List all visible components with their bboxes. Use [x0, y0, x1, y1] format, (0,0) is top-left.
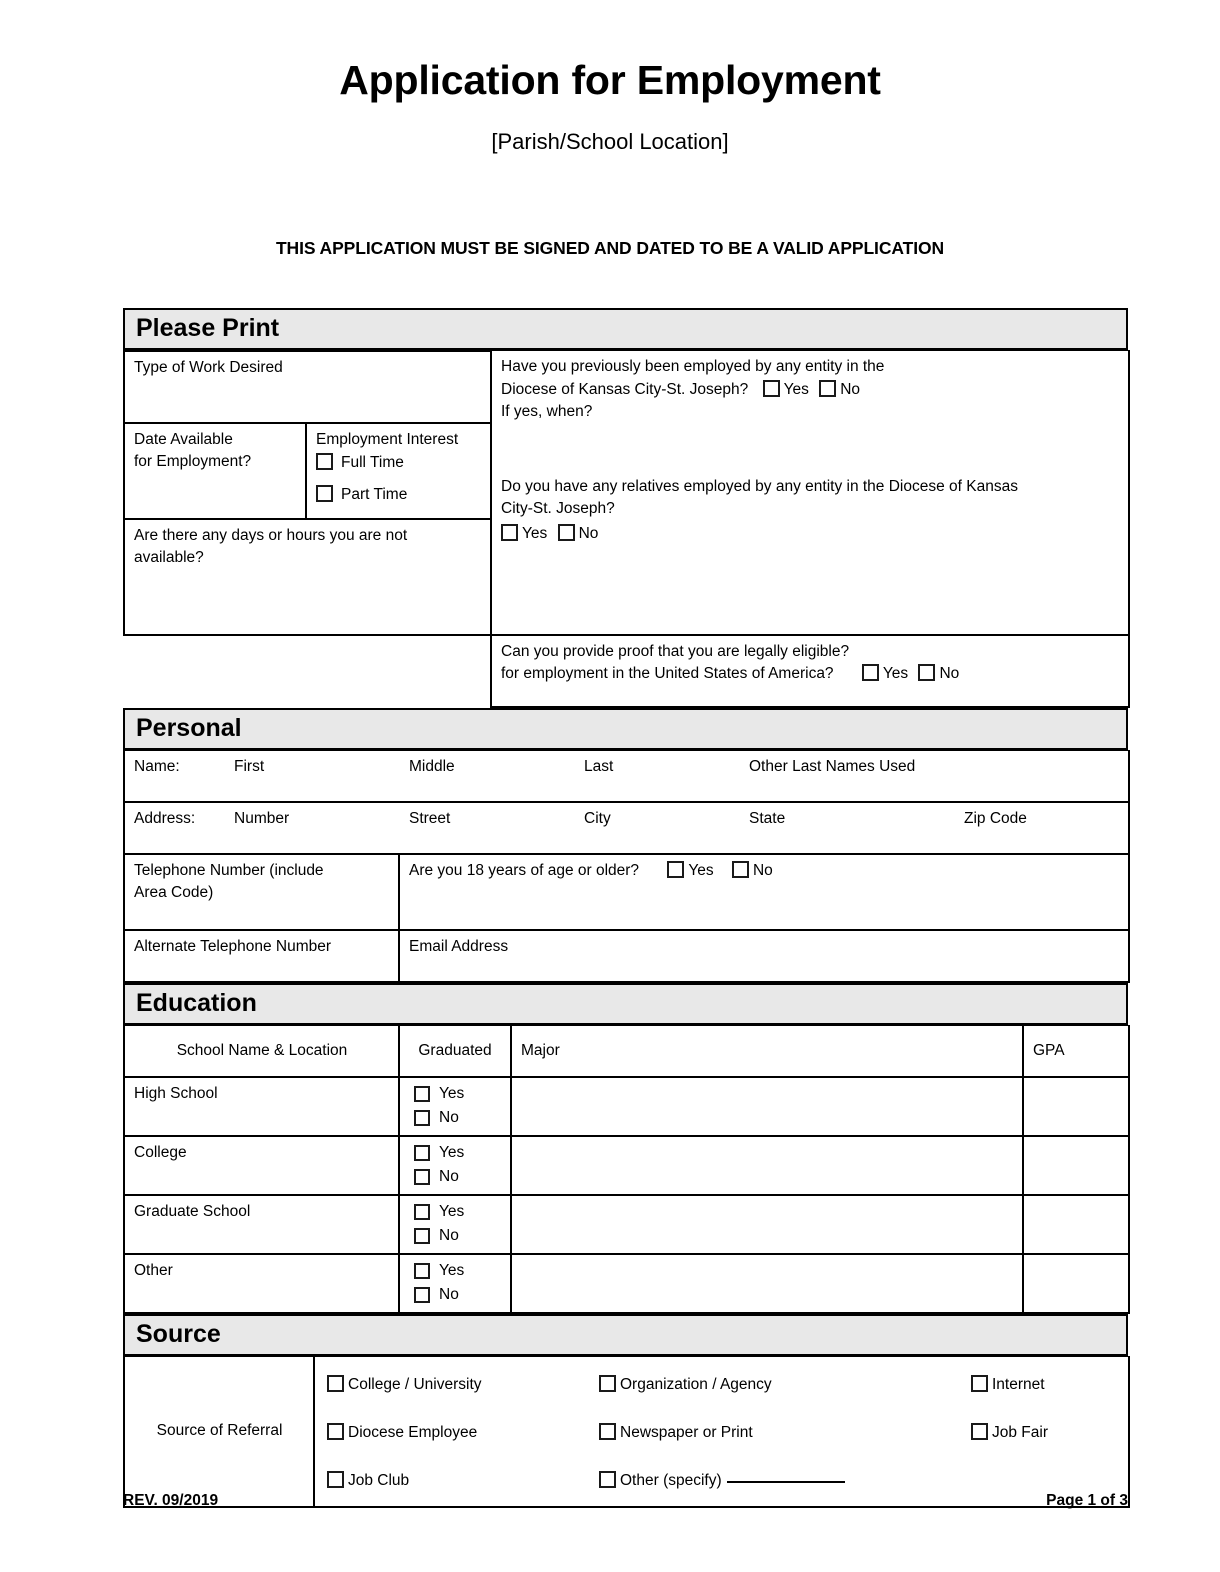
- relatives-line2: City-St. Joseph?: [501, 500, 615, 518]
- age-no-label: No: [752, 862, 773, 879]
- telephone-label-1: Telephone Number (include: [134, 862, 324, 879]
- source-option-row: [327, 1361, 1128, 1409]
- table-row: [124, 750, 1129, 802]
- table-row: [124, 635, 1129, 707]
- newspaper-print-label: Newspaper or Print: [620, 1423, 753, 1441]
- employment-interest-label: Employment Interest: [316, 430, 459, 448]
- prev-employed-when-label: If yes, when?: [501, 403, 593, 421]
- days-hours-label-1: Are there any days or hours you are not: [134, 526, 408, 544]
- education-gpa-graduate-school[interactable]: [1023, 1195, 1129, 1254]
- prev-employed-no-checkbox[interactable]: [819, 380, 836, 397]
- education-major-high-school[interactable]: [511, 1077, 1023, 1136]
- diocese-employee-checkbox[interactable]: [327, 1423, 344, 1440]
- telephone-cell[interactable]: [124, 854, 399, 930]
- section-header-education: Education: [123, 983, 1128, 1025]
- address-label: Address:: [134, 810, 196, 827]
- education-gpa-college[interactable]: [1023, 1136, 1129, 1195]
- name-label: Name:: [134, 757, 180, 775]
- eligible-line2: for employment in the United States of America?: [501, 665, 834, 683]
- email-label: Email Address: [409, 938, 509, 955]
- revision-label: REV. 09/2019: [123, 1492, 219, 1509]
- organization-agency-checkbox[interactable]: [599, 1375, 616, 1392]
- section-header-source: Source: [123, 1314, 1128, 1356]
- diocese-employee-label: Diocese Employee: [348, 1423, 478, 1441]
- source-of-referral-label: Source of Referral: [124, 1357, 314, 1507]
- alt-telephone-label: Alternate Telephone Number: [134, 938, 332, 955]
- grad-no-label: No: [439, 1168, 459, 1185]
- education-graduated-college[interactable]: [399, 1136, 511, 1195]
- education-table: [123, 1025, 1130, 1315]
- name-last-label: Last: [584, 757, 614, 775]
- education-graduated-graduate-school[interactable]: [399, 1195, 511, 1254]
- job-club-checkbox[interactable]: [327, 1471, 344, 1488]
- part-time-checkbox[interactable]: [316, 485, 333, 502]
- please-print-table: [123, 350, 1130, 708]
- relatives-line1: Do you have any relatives employed by any entity in the Diocese of Kansas: [501, 477, 1018, 495]
- eligible-no-checkbox[interactable]: [918, 664, 935, 681]
- previous-employment-cell[interactable]: [491, 351, 1129, 635]
- unavailable-days-cell[interactable]: [124, 519, 491, 635]
- college-university-label: College / University: [348, 1375, 482, 1393]
- grad-yes-checkbox-high-school[interactable]: [414, 1086, 430, 1102]
- relatives-yes-checkbox[interactable]: [501, 524, 518, 541]
- page-subtitle: [Parish/School Location]: [491, 129, 729, 155]
- education-row-label-other: Other: [124, 1254, 399, 1313]
- education-major-other[interactable]: [511, 1254, 1023, 1313]
- table-row: [124, 1195, 1129, 1254]
- education-graduated-high-school[interactable]: [399, 1077, 511, 1136]
- other-source-checkbox[interactable]: [599, 1471, 616, 1488]
- table-row: [124, 1136, 1129, 1195]
- education-graduated-other[interactable]: [399, 1254, 511, 1313]
- table-header-row: [124, 1025, 1129, 1077]
- table-row: [124, 854, 1129, 930]
- organization-agency-label: Organization / Agency: [620, 1375, 772, 1393]
- relatives-yes-label: Yes: [522, 524, 548, 542]
- eligible-yes-label: Yes: [882, 665, 909, 683]
- internet-checkbox[interactable]: [971, 1375, 988, 1392]
- email-cell[interactable]: [399, 930, 1129, 982]
- age-yes-label: Yes: [688, 862, 714, 879]
- source-options-cell[interactable]: [314, 1357, 1129, 1507]
- work-eligibility-cell[interactable]: [491, 635, 1129, 707]
- prev-employed-yes-checkbox[interactable]: [763, 380, 780, 397]
- grad-no-checkbox-college[interactable]: [414, 1169, 430, 1185]
- education-major-graduate-school[interactable]: [511, 1195, 1023, 1254]
- education-gpa-other[interactable]: [1023, 1254, 1129, 1313]
- other-source-input[interactable]: [727, 1469, 845, 1483]
- address-state-label: State: [749, 810, 786, 827]
- grad-yes-checkbox-college[interactable]: [414, 1145, 430, 1161]
- grad-yes-label: Yes: [439, 1262, 465, 1279]
- source-option-row: [327, 1409, 1128, 1457]
- prev-employed-yes-label: Yes: [783, 380, 809, 398]
- page-footer: [123, 1492, 1128, 1510]
- education-major-college[interactable]: [511, 1136, 1023, 1195]
- telephone-label-2: Area Code): [134, 884, 214, 902]
- eligible-no-label: No: [939, 665, 960, 683]
- table-row: [124, 1254, 1129, 1313]
- name-first-label: First: [234, 757, 265, 775]
- section-header-please-print: Please Print: [123, 308, 1128, 350]
- grad-no-label: No: [439, 1286, 459, 1303]
- days-hours-label-2: available?: [134, 549, 204, 567]
- education-col-graduated: Graduated: [399, 1025, 511, 1077]
- grad-no-checkbox-graduate-school[interactable]: [414, 1228, 430, 1244]
- relatives-no-label: No: [578, 524, 599, 542]
- date-available-cell[interactable]: [124, 423, 306, 519]
- type-of-work-label: Type of Work Desired: [134, 358, 283, 376]
- age-yes-checkbox[interactable]: [667, 861, 684, 878]
- part-time-label: Part Time: [341, 485, 408, 503]
- age-question-label: Are you 18 years of age or older?: [409, 862, 640, 879]
- alt-telephone-cell[interactable]: [124, 930, 399, 982]
- table-row: [124, 802, 1129, 854]
- section-header-personal: Personal: [123, 708, 1128, 750]
- source-table: [123, 1356, 1130, 1508]
- validity-notice: THIS APPLICATION MUST BE SIGNED AND DATED TO BE A VALID APPLICATION: [275, 238, 945, 259]
- employment-interest-cell[interactable]: [306, 423, 491, 519]
- name-row-cell[interactable]: [124, 750, 1129, 802]
- grad-yes-label: Yes: [439, 1203, 465, 1220]
- address-number-label: Number: [234, 810, 290, 827]
- address-street-label: Street: [409, 810, 451, 827]
- grad-no-checkbox-high-school[interactable]: [414, 1110, 430, 1126]
- grad-yes-checkbox-graduate-school[interactable]: [414, 1204, 430, 1220]
- internet-label: Internet: [992, 1375, 1045, 1393]
- education-col-gpa: GPA: [1023, 1025, 1129, 1077]
- grad-no-label: No: [439, 1227, 459, 1244]
- college-university-checkbox[interactable]: [327, 1375, 344, 1392]
- job-fair-label: Job Fair: [992, 1423, 1048, 1441]
- education-row-label-high-school: High School: [124, 1077, 399, 1136]
- table-row: [124, 930, 1129, 982]
- prev-employed-line2: Diocese of Kansas City-St. Joseph?: [501, 380, 749, 398]
- grad-no-label: No: [439, 1109, 459, 1126]
- application-form: [123, 308, 1128, 1508]
- education-col-school: School Name & Location: [124, 1025, 399, 1077]
- full-time-label: Full Time: [341, 454, 404, 472]
- education-col-major: Major: [511, 1025, 1023, 1077]
- name-middle-label: Middle: [409, 757, 455, 775]
- education-row-label-college: College: [124, 1136, 399, 1195]
- education-row-label-graduate-school: Graduate School: [124, 1195, 399, 1254]
- grad-no-checkbox-other[interactable]: [414, 1287, 430, 1303]
- table-row: [124, 351, 1129, 423]
- job-fair-checkbox[interactable]: [971, 1423, 988, 1440]
- spacer-cell: [124, 635, 491, 707]
- personal-table: [123, 750, 1130, 984]
- page-title: Application for Employment: [339, 57, 881, 103]
- date-available-label-1: Date Available: [134, 430, 233, 448]
- name-other-label: Other Last Names Used: [749, 757, 916, 775]
- address-row-cell[interactable]: [124, 802, 1129, 854]
- prev-employed-no-label: No: [840, 380, 861, 398]
- address-zip-label: Zip Code: [964, 810, 1027, 827]
- table-row: [124, 1077, 1129, 1136]
- table-row: [124, 1357, 1129, 1507]
- date-available-label-2: for Employment?: [134, 453, 252, 471]
- eligible-line1: Can you provide proof that you are legally eligible?: [501, 642, 850, 660]
- grad-yes-label: Yes: [439, 1085, 465, 1102]
- age-no-checkbox[interactable]: [732, 861, 749, 878]
- type-of-work-cell[interactable]: [124, 351, 491, 423]
- newspaper-print-checkbox[interactable]: [599, 1423, 616, 1440]
- other-source-label: Other (specify): [620, 1472, 722, 1490]
- full-time-checkbox[interactable]: [316, 453, 333, 470]
- eligible-yes-checkbox[interactable]: [862, 664, 879, 681]
- education-gpa-high-school[interactable]: [1023, 1077, 1129, 1136]
- address-city-label: City: [584, 810, 611, 827]
- job-club-label: Job Club: [348, 1471, 410, 1489]
- relatives-no-checkbox[interactable]: [558, 524, 575, 541]
- grad-yes-label: Yes: [439, 1144, 465, 1161]
- prev-employed-line1: Have you previously been employed by any entity in the: [501, 358, 885, 376]
- grad-yes-checkbox-other[interactable]: [414, 1263, 430, 1279]
- page-number-label: Page 1 of 3: [1046, 1492, 1128, 1509]
- age-question-cell[interactable]: [399, 854, 1129, 930]
